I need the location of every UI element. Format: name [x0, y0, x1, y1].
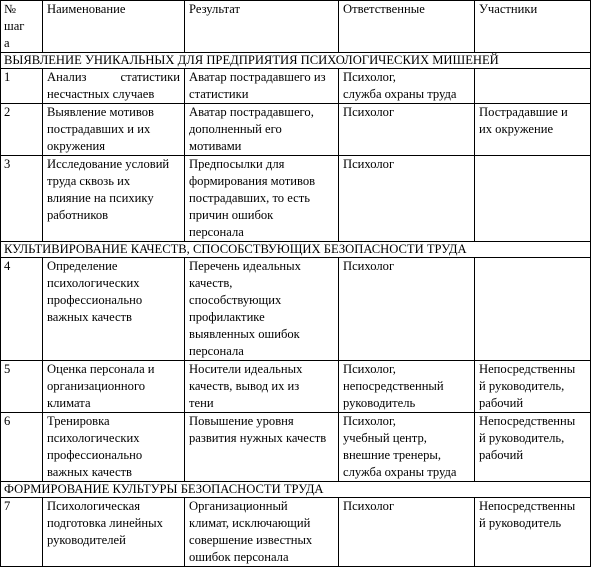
step-participants-line: Непосредственны [479, 362, 576, 376]
step-name-line: несчастных случаев [47, 87, 155, 101]
step-participants-line: Непосредственны [479, 499, 576, 513]
step-participants-line: Пострадавшие и [479, 105, 568, 119]
step-name-line: Определение [47, 259, 118, 273]
step-result-line: ошибок персонала [189, 550, 289, 564]
step-name-line: Выявление мотивов [47, 105, 154, 119]
step-result-line: качеств, [189, 276, 233, 290]
step-participants [475, 156, 591, 242]
step-responsible [339, 498, 475, 567]
step-responsible [339, 156, 475, 242]
table-row [1, 156, 591, 242]
step-name-line: Тренировка [47, 414, 110, 428]
step-responsible-line: служба охраны труда [343, 87, 457, 101]
header-row [1, 1, 591, 53]
step-result [185, 104, 339, 156]
step-result-line: Предпосылки для [189, 157, 285, 171]
table-row [1, 69, 591, 104]
step-result [185, 498, 339, 567]
step-result-line: Организационный [189, 499, 288, 513]
step-number: 6 [1, 413, 43, 482]
step-participants [475, 69, 591, 104]
step-participants-line: их окружение [479, 122, 554, 136]
step-responsible-line: Психолог, [343, 414, 396, 428]
step-responsible-line: руководитель [343, 396, 416, 410]
step-name-line: важных качеств [47, 465, 133, 479]
step-name-line: окружения [47, 139, 106, 153]
header-result: Результат [185, 1, 339, 53]
step-result-line: выявленных ошибок [189, 327, 300, 341]
step-participants-line: й руководитель, [479, 379, 565, 393]
section-title: КУЛЬТИВИРОВАНИЕ КАЧЕСТВ, СПОСОБСТВУЮЩИХ БЕЗОПАСНОСТИ ТРУДА [1, 242, 591, 258]
header-step-number [1, 1, 43, 53]
step-name [43, 156, 185, 242]
step-responsible [339, 104, 475, 156]
step-result-line: развития нужных качеств [189, 431, 327, 445]
step-name [43, 413, 185, 482]
step-result-line: Перечень идеальных [189, 259, 301, 273]
table-row [1, 498, 591, 567]
step-number: 5 [1, 361, 43, 413]
step-result-line: профилактике [189, 310, 265, 324]
step-responsible-line: служба охраны труда [343, 465, 457, 479]
step-name [43, 104, 185, 156]
section-row [1, 482, 591, 498]
step-name-line: психологических [47, 276, 140, 290]
step-result-line: Носители идеальных [189, 362, 303, 376]
step-result-line: климат, исключающий [189, 516, 311, 530]
section-row [1, 242, 591, 258]
step-name-line: Оценка персонала и [47, 362, 155, 376]
header-step-number-line: а [4, 36, 10, 50]
step-responsible [339, 361, 475, 413]
step-participants-line: рабочий [479, 396, 524, 410]
table-row [1, 413, 591, 482]
step-result-line: совершение известных [189, 533, 313, 547]
step-responsible [339, 258, 475, 361]
table-row [1, 258, 591, 361]
step-result-line: Аватар пострадавшего, [189, 105, 314, 119]
step-result-line: мотивами [189, 139, 242, 153]
step-name-line: пострадавших и их [47, 122, 151, 136]
step-name-line: влияние на психику [47, 191, 154, 205]
step-result [185, 69, 339, 104]
step-result-line: формирования мотивов [189, 174, 316, 188]
step-name-line: климата [47, 396, 91, 410]
step-number: 2 [1, 104, 43, 156]
step-participants [475, 361, 591, 413]
step-name [43, 498, 185, 567]
header-step-number-line: шаг [4, 19, 25, 33]
step-result-line: пострадавших, то есть [189, 191, 310, 205]
step-responsible-line: Психолог [343, 259, 395, 273]
step-name-line: психологических [47, 431, 140, 445]
step-result-line: дополненный его [189, 122, 282, 136]
header-participants: Участники [475, 1, 591, 53]
header-step-number-line: № [4, 2, 17, 16]
step-responsible-line: Психолог [343, 157, 395, 171]
step-result-line: качеств, вывод их из [189, 379, 300, 393]
section-title: ВЫЯВЛЕНИЕ УНИКАЛЬНЫХ ДЛЯ ПРЕДПРИЯТИЯ ПСИХОЛОГИЧЕСКИХ МИШЕНЕЙ [1, 53, 591, 69]
step-number: 3 [1, 156, 43, 242]
step-result [185, 361, 339, 413]
step-participants-line: й руководитель, [479, 431, 565, 445]
step-responsible-line: Психолог, [343, 362, 396, 376]
table-row [1, 104, 591, 156]
step-name-line: Исследование условий [47, 157, 170, 171]
step-name-line: труда сквозь их [47, 174, 131, 188]
step-result-line: персонала [189, 344, 244, 358]
step-name [43, 361, 185, 413]
step-participants [475, 258, 591, 361]
step-number: 4 [1, 258, 43, 361]
header-responsible: Ответственные [339, 1, 475, 53]
step-name-line: профессионально [47, 448, 143, 462]
step-result-line: статистики [189, 87, 249, 101]
step-name-line: работников [47, 208, 109, 222]
step-name [43, 69, 185, 104]
step-name-line: Анализ статистики [47, 70, 180, 84]
table-body [1, 1, 591, 567]
step-name-line: Психологическая [47, 499, 140, 513]
step-participants-line: рабочий [479, 448, 524, 462]
header-name: Наименование [43, 1, 185, 53]
step-name [43, 258, 185, 361]
step-responsible-line: учебный центр, [343, 431, 427, 445]
step-responsible [339, 69, 475, 104]
step-result [185, 413, 339, 482]
step-responsible [339, 413, 475, 482]
step-participants-line: Непосредственны [479, 414, 576, 428]
step-responsible-line: Психолог [343, 499, 395, 513]
step-name-line: организационного [47, 379, 146, 393]
step-result-line: персонала [189, 225, 244, 239]
step-name-line: руководителей [47, 533, 126, 547]
step-responsible-line: непосредственный [343, 379, 444, 393]
step-name-line: профессионально [47, 293, 143, 307]
step-result [185, 156, 339, 242]
step-responsible-line: внешние тренеры, [343, 448, 441, 462]
step-number: 1 [1, 69, 43, 104]
step-participants [475, 413, 591, 482]
section-title: ФОРМИРОВАНИЕ КУЛЬТУРЫ БЕЗОПАСНОСТИ ТРУДА [1, 482, 591, 498]
step-name-line: важных качеств [47, 310, 133, 324]
step-result-line: тени [189, 396, 214, 410]
table-row [1, 361, 591, 413]
step-result-line: способствующих [189, 293, 282, 307]
step-name-line: подготовка линейных [47, 516, 163, 530]
step-result [185, 258, 339, 361]
section-row [1, 53, 591, 69]
step-responsible-line: Психолог, [343, 70, 396, 84]
step-number: 7 [1, 498, 43, 567]
step-responsible-line: Психолог [343, 105, 395, 119]
step-participants-line: й руководитель [479, 516, 562, 530]
step-participants [475, 104, 591, 156]
step-result-line: причин ошибок [189, 208, 274, 222]
step-result-line: Аватар пострадавшего из [189, 70, 326, 84]
step-participants [475, 498, 591, 567]
step-result-line: Повышение уровня [189, 414, 294, 428]
